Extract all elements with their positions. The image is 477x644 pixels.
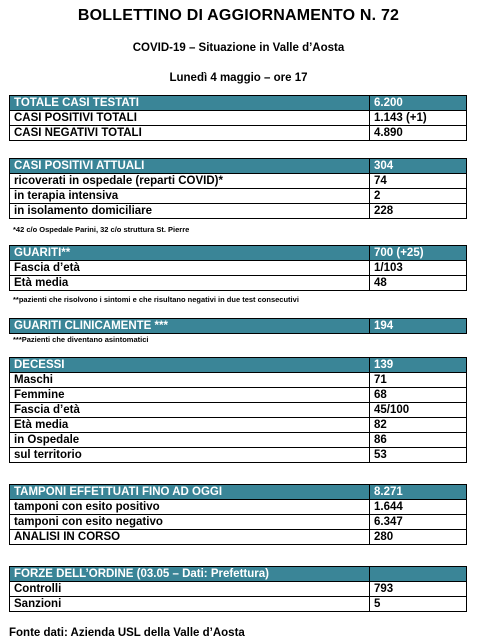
bulletin-subtitle: COVID-19 – Situazione in Valle d’Aosta: [132, 42, 345, 54]
row-value: 2: [370, 189, 467, 204]
row-label: in Ospedale: [10, 433, 370, 448]
row-label: FORZE DELL’ORDINE (03.05 – Dati: Prefettura): [10, 567, 370, 582]
row-label: Controlli: [10, 582, 370, 597]
row-value: 48: [370, 276, 467, 291]
row-value: 1.143 (+1): [370, 111, 467, 126]
data-source: Fonte dati: Azienda USL della Valle d’Aosta: [9, 627, 245, 639]
table-row: [10, 500, 467, 515]
row-value: 4.890: [370, 126, 467, 141]
row-value: 1.644: [370, 500, 467, 515]
row-value: 71: [370, 373, 467, 388]
table-row: [10, 418, 467, 433]
tests-table: [9, 95, 467, 141]
row-value: 74: [370, 174, 467, 189]
table-row: [10, 433, 467, 448]
table-row: [10, 111, 467, 126]
table-row: [10, 319, 467, 334]
row-label: TAMPONI EFFETTUATI FINO AD OGGI: [10, 485, 370, 500]
table-row: [10, 582, 467, 597]
table-row: [10, 485, 467, 500]
table-row: [10, 448, 467, 463]
row-value: 45/100: [370, 403, 467, 418]
row-label: sul territorio: [10, 448, 370, 463]
row-value: 8.271: [370, 485, 467, 500]
table-row: [10, 530, 467, 545]
row-value: 6.200: [370, 96, 467, 111]
row-label: in terapia intensiva: [10, 189, 370, 204]
table-row: [10, 189, 467, 204]
row-label: CASI NEGATIVI TOTALI: [10, 126, 370, 141]
row-label: Maschi: [10, 373, 370, 388]
table-row: [10, 597, 467, 612]
bulletin-title: BOLLETTINO DI AGGIORNAMENTO N. 72: [77, 7, 400, 24]
row-value: 86: [370, 433, 467, 448]
row-label: in isolamento domiciliare: [10, 204, 370, 219]
row-label: tamponi con esito negativo: [10, 515, 370, 530]
row-label: Fascia d’età: [10, 261, 370, 276]
row-label: Età media: [10, 276, 370, 291]
row-label: Età media: [10, 418, 370, 433]
row-value: 1/103: [370, 261, 467, 276]
recovered-table: [9, 245, 467, 291]
row-label: tamponi con esito positivo: [10, 500, 370, 515]
row-label: ANALISI IN CORSO: [10, 530, 370, 545]
row-value: 793: [370, 582, 467, 597]
row-value: 228: [370, 204, 467, 219]
table-row: [10, 567, 467, 582]
table-row: [10, 403, 467, 418]
table-row: [10, 204, 467, 219]
row-value: 5: [370, 597, 467, 612]
table-row: [10, 126, 467, 141]
row-value: 53: [370, 448, 467, 463]
row-value: 194: [370, 319, 467, 334]
table-row: [10, 276, 467, 291]
swabs-table: [9, 484, 467, 545]
row-label: Femmine: [10, 388, 370, 403]
row-label: DECESSI: [10, 358, 370, 373]
row-value: [370, 567, 467, 582]
bulletin-date: Lunedì 4 maggio – ore 17: [169, 72, 308, 84]
deaths-table: [9, 357, 467, 463]
row-label: GUARITI**: [10, 246, 370, 261]
row-value: 139: [370, 358, 467, 373]
row-label: TOTALE CASI TESTATI: [10, 96, 370, 111]
row-label: CASI POSITIVI TOTALI: [10, 111, 370, 126]
row-value: 304: [370, 159, 467, 174]
table-row: [10, 96, 467, 111]
row-label: Sanzioni: [10, 597, 370, 612]
row-label: GUARITI CLINICAMENTE ***: [10, 319, 370, 334]
clinically-recovered-footnote: ***Pazienti che diventano asintomatici: [13, 335, 149, 344]
table-row: [10, 373, 467, 388]
row-value: 82: [370, 418, 467, 433]
row-label: CASI POSITIVI ATTUALI: [10, 159, 370, 174]
table-row: [10, 159, 467, 174]
row-value: 6.347: [370, 515, 467, 530]
table-row: [10, 515, 467, 530]
police-table: [9, 566, 467, 612]
row-value: 68: [370, 388, 467, 403]
clinically-recovered-table: [9, 318, 467, 334]
row-label: Fascia d’età: [10, 403, 370, 418]
current-positives-table: [9, 158, 467, 219]
table-row: [10, 261, 467, 276]
hospital-footnote: *42 c/o Ospedale Parini, 32 c/o struttura St. Pierre: [13, 225, 190, 234]
row-value: 280: [370, 530, 467, 545]
table-row: [10, 388, 467, 403]
table-row: [10, 358, 467, 373]
table-row: [10, 246, 467, 261]
table-row: [10, 174, 467, 189]
recovered-footnote: **pazienti che risolvono i sintomi e che risultano negativi in due test consecutivi: [13, 295, 299, 304]
row-value: 700 (+25): [370, 246, 467, 261]
row-label: ricoverati in ospedale (reparti COVID)*: [10, 174, 370, 189]
